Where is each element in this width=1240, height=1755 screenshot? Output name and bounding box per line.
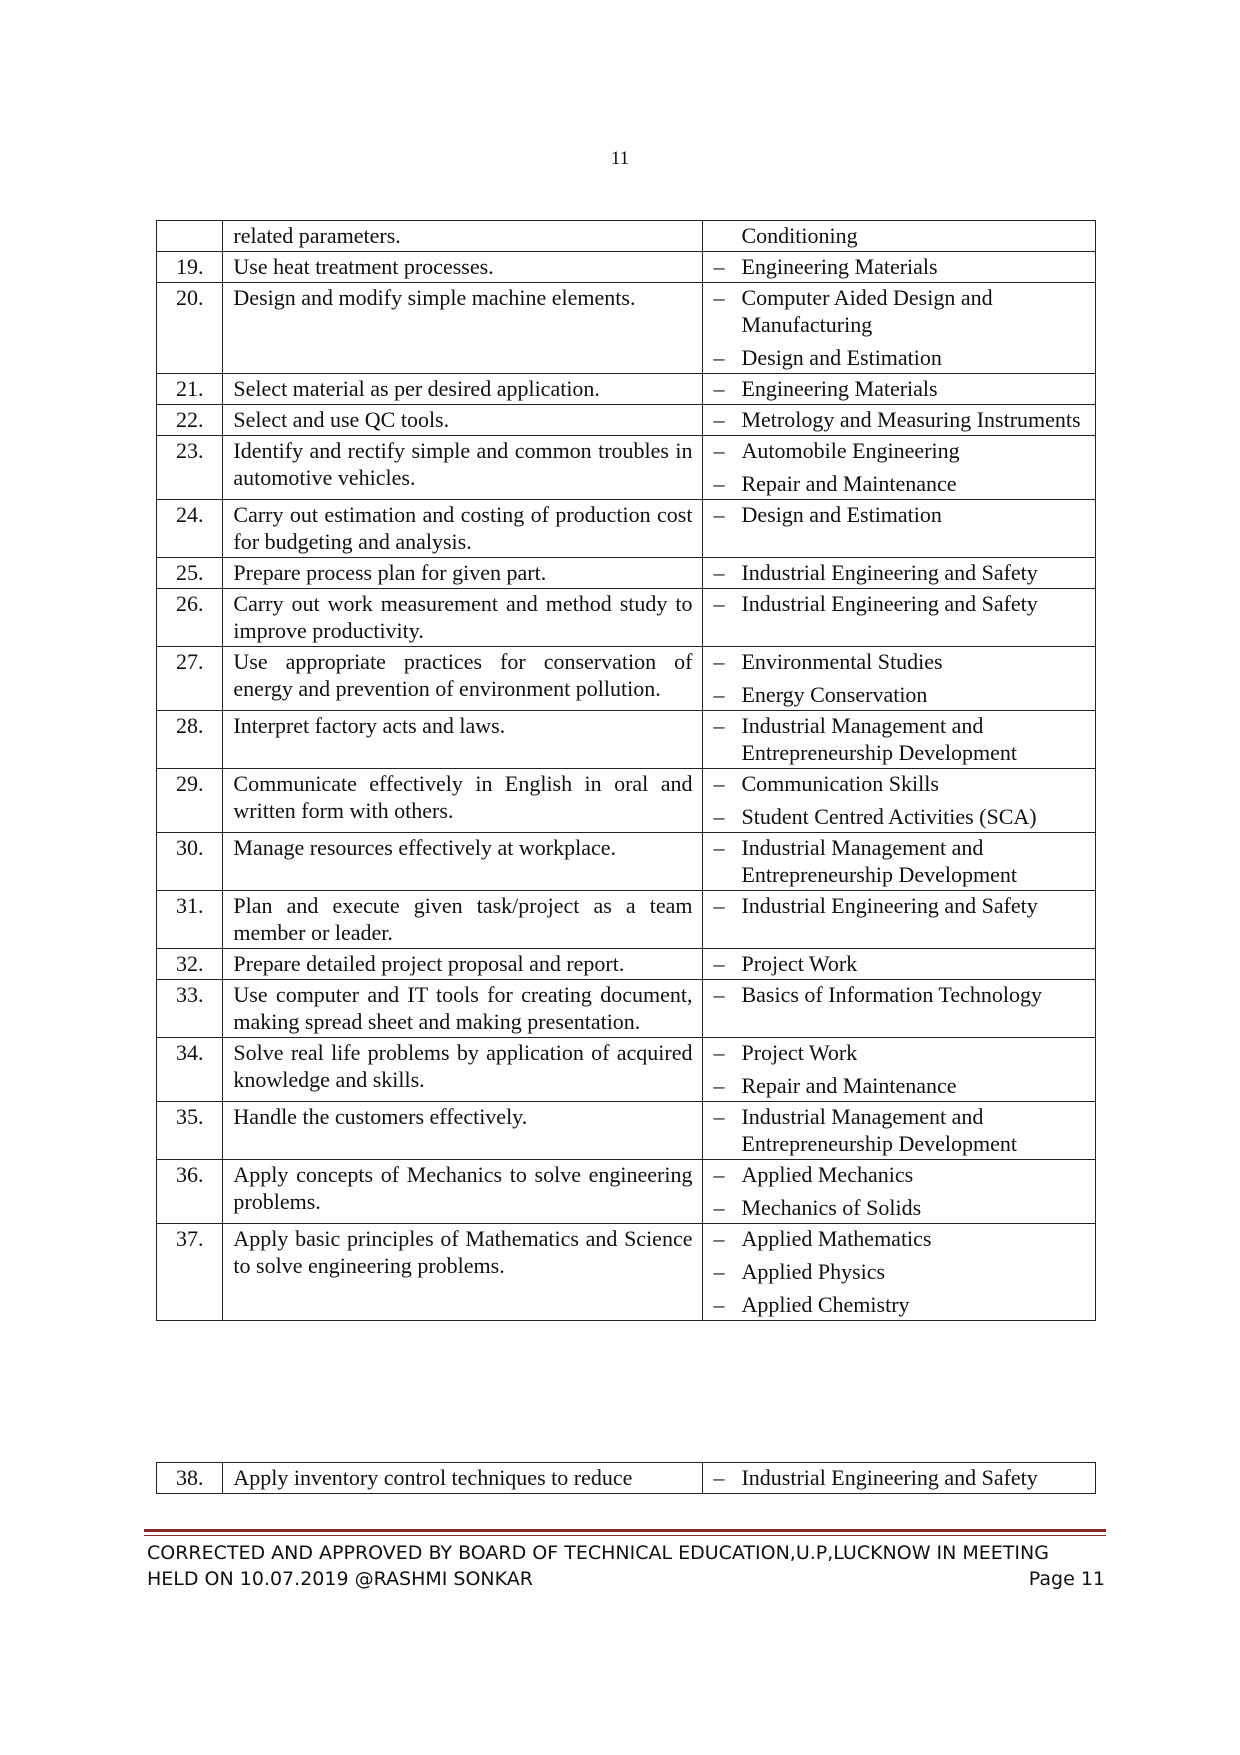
subject-item — [713, 712, 1085, 766]
row-number: 38. — [157, 1463, 223, 1494]
subject-item — [713, 892, 1085, 919]
table-row — [157, 891, 1096, 949]
subject-item — [713, 1464, 1085, 1491]
table-row — [157, 1102, 1096, 1160]
dash-marker: – — [713, 713, 725, 738]
subject-name: Project Work — [741, 951, 858, 976]
subject-name: Engineering Materials — [741, 254, 938, 279]
dash-marker: – — [713, 438, 725, 463]
subject-item — [713, 470, 1085, 497]
subject-name: Basics of Information Technology — [741, 982, 1042, 1007]
table-row — [157, 500, 1096, 558]
row-number: 25. — [157, 558, 223, 589]
subject-item — [713, 1291, 1085, 1318]
subjects-cell — [703, 891, 1096, 949]
subject-item — [713, 406, 1085, 433]
subject-name: Automobile Engineering — [741, 438, 960, 463]
dash-marker: – — [713, 376, 725, 401]
outcome-text: Handle the customers effectively. — [223, 1102, 703, 1160]
row-number: 28. — [157, 711, 223, 769]
dash-marker: – — [713, 1465, 725, 1490]
subjects-cell — [703, 1160, 1096, 1224]
table-row — [157, 558, 1096, 589]
subjects-cell — [703, 405, 1096, 436]
subject-name: Industrial Management and Entrepreneurship Development — [741, 713, 1017, 765]
subjects-cell — [703, 980, 1096, 1038]
dash-marker: – — [713, 560, 725, 585]
row-number: 33. — [157, 980, 223, 1038]
subject-item — [713, 1194, 1085, 1221]
outcome-text: Use heat treatment processes. — [223, 252, 703, 283]
subject-item — [713, 950, 1085, 977]
subjects-cell — [703, 711, 1096, 769]
footer-approval-line: CORRECTED AND APPROVED BY BOARD OF TECHNICAL EDUCATION,U.P,LUCKNOW IN MEETING — [147, 1542, 1049, 1564]
row-number: 20. — [157, 283, 223, 374]
subject-name: Industrial Management and Entrepreneurship Development — [741, 1104, 1017, 1156]
subjects-cell — [703, 647, 1096, 711]
table-row — [157, 1224, 1096, 1321]
subject-item — [713, 648, 1085, 675]
subject-item — [713, 1039, 1085, 1066]
outcome-text: Use appropriate practices for conservation of energy and prevention of environment pollution. — [223, 647, 703, 711]
table-row — [157, 1160, 1096, 1224]
table-row — [157, 221, 1096, 252]
subject-item — [713, 770, 1085, 797]
table-row — [157, 589, 1096, 647]
page-number: 11 — [610, 148, 630, 169]
subject-name: Environmental Studies — [741, 649, 943, 674]
outcome-text: Apply concepts of Mechanics to solve engineering problems. — [223, 1160, 703, 1224]
row-number: 21. — [157, 374, 223, 405]
outcome-text: Apply inventory control techniques to reduce — [223, 1463, 703, 1494]
subjects-cell — [703, 558, 1096, 589]
subject-name: Repair and Maintenance — [741, 1073, 957, 1098]
row-number: 30. — [157, 833, 223, 891]
subject-name: Applied Mathematics — [741, 1226, 932, 1251]
subject-name: Project Work — [741, 1040, 858, 1065]
row-number — [157, 221, 223, 252]
footer-rule-thin — [144, 1535, 1106, 1536]
outcome-text: Identify and rectify simple and common troubles in automotive vehicles. — [223, 436, 703, 500]
outcome-text: Solve real life problems by application of acquired knowledge and skills. — [223, 1038, 703, 1102]
subject-name: Repair and Maintenance — [741, 471, 957, 496]
subject-item — [713, 1258, 1085, 1285]
dash-marker: – — [713, 771, 725, 796]
subjects-cell — [703, 589, 1096, 647]
outcome-text: Carry out work measurement and method study to improve productivity. — [223, 589, 703, 647]
outcome-text: Apply basic principles of Mathematics and Science to solve engineering problems. — [223, 1224, 703, 1321]
dash-marker: – — [713, 1226, 725, 1251]
subject-item — [713, 559, 1085, 586]
subject-name: Applied Chemistry — [741, 1292, 910, 1317]
subject-item — [713, 1225, 1085, 1252]
subject-item — [713, 1161, 1085, 1188]
table-row — [157, 949, 1096, 980]
footer-page-label: Page 11 — [1028, 1568, 1105, 1590]
subject-name: Mechanics of Solids — [741, 1195, 922, 1220]
dash-marker: – — [713, 502, 725, 527]
footer-meeting-line: HELD ON 10.07.2019 @RASHMI SONKAR — [147, 1568, 533, 1590]
table-row — [157, 283, 1096, 374]
table-row — [157, 1038, 1096, 1102]
table-row — [157, 647, 1096, 711]
row-number: 35. — [157, 1102, 223, 1160]
outcome-text: related parameters. — [223, 221, 703, 252]
dash-marker: – — [713, 804, 725, 829]
table-row — [157, 980, 1096, 1038]
subject-item — [713, 437, 1085, 464]
outcome-text: Interpret factory acts and laws. — [223, 711, 703, 769]
outcome-text: Select material as per desired application. — [223, 374, 703, 405]
subject-item — [713, 590, 1085, 617]
subjects-cell — [703, 1038, 1096, 1102]
subject-item — [713, 981, 1085, 1008]
row-number: 34. — [157, 1038, 223, 1102]
dash-marker: – — [713, 649, 725, 674]
dash-marker: – — [713, 835, 725, 860]
dash-marker: – — [713, 345, 725, 370]
table-row — [157, 769, 1096, 833]
subject-name: Industrial Engineering and Safety — [741, 591, 1038, 616]
dash-marker: – — [713, 982, 725, 1007]
dash-marker: – — [713, 1104, 725, 1129]
row-number: 37. — [157, 1224, 223, 1321]
dash-marker: – — [713, 591, 725, 616]
subjects-cell — [703, 949, 1096, 980]
dash-marker: – — [713, 1162, 725, 1187]
subject-item — [713, 222, 1085, 249]
row-number: 36. — [157, 1160, 223, 1224]
outcome-text: Use computer and IT tools for creating document, making spread sheet and making presentation. — [223, 980, 703, 1038]
subject-name: Conditioning — [741, 223, 858, 248]
table-row — [157, 405, 1096, 436]
subjects-cell — [703, 833, 1096, 891]
table-row — [157, 711, 1096, 769]
row-number: 23. — [157, 436, 223, 500]
dash-marker: – — [713, 407, 725, 432]
table-row — [157, 252, 1096, 283]
subjects-cell — [703, 252, 1096, 283]
outcome-text: Manage resources effectively at workplace. — [223, 833, 703, 891]
subject-item — [713, 344, 1085, 371]
dash-marker: – — [713, 471, 725, 496]
dash-marker: – — [713, 1259, 725, 1284]
outcomes-table — [156, 220, 1096, 1321]
subject-item — [713, 1072, 1085, 1099]
row-number: 19. — [157, 252, 223, 283]
subjects-cell — [703, 436, 1096, 500]
subjects-cell — [703, 374, 1096, 405]
subjects-cell — [703, 500, 1096, 558]
footer — [147, 1540, 1105, 1592]
outcome-text: Communicate effectively in English in oral and written form with others. — [223, 769, 703, 833]
subjects-cell — [703, 1463, 1096, 1494]
row-number: 27. — [157, 647, 223, 711]
subject-item — [713, 501, 1085, 528]
outcome-text: Carry out estimation and costing of production cost for budgeting and analysis. — [223, 500, 703, 558]
table-row — [157, 1463, 1096, 1494]
subject-item — [713, 681, 1085, 708]
dash-marker: – — [713, 285, 725, 310]
dash-marker: – — [713, 951, 725, 976]
outcome-text: Prepare process plan for given part. — [223, 558, 703, 589]
subject-name: Industrial Engineering and Safety — [741, 893, 1038, 918]
subject-name: Metrology and Measuring Instruments — [741, 407, 1081, 432]
dash-marker: – — [713, 1073, 725, 1098]
outcome-text: Design and modify simple machine elements. — [223, 283, 703, 374]
subject-name: Design and Estimation — [741, 345, 942, 370]
subject-name: Industrial Engineering and Safety — [741, 560, 1038, 585]
row-number: 32. — [157, 949, 223, 980]
subject-name: Industrial Engineering and Safety — [741, 1465, 1038, 1490]
subject-name: Applied Physics — [741, 1259, 886, 1284]
outcome-text: Select and use QC tools. — [223, 405, 703, 436]
table-row — [157, 374, 1096, 405]
subject-item — [713, 1103, 1085, 1157]
row-number: 22. — [157, 405, 223, 436]
subject-name: Industrial Management and Entrepreneurship Development — [741, 835, 1017, 887]
dash-marker: – — [713, 682, 725, 707]
subjects-cell — [703, 221, 1096, 252]
subjects-cell — [703, 1224, 1096, 1321]
subject-name: Communication Skills — [741, 771, 939, 796]
footer-rule — [144, 1529, 1106, 1532]
row-number: 24. — [157, 500, 223, 558]
subject-item — [713, 803, 1085, 830]
table-row — [157, 436, 1096, 500]
row-number: 29. — [157, 769, 223, 833]
subject-name: Engineering Materials — [741, 376, 938, 401]
outcome-text: Plan and execute given task/project as a team member or leader. — [223, 891, 703, 949]
table-row — [157, 833, 1096, 891]
dash-marker: – — [713, 1195, 725, 1220]
subject-name: Design and Estimation — [741, 502, 942, 527]
dash-marker: – — [713, 254, 725, 279]
subject-item — [713, 834, 1085, 888]
subjects-cell — [703, 1102, 1096, 1160]
subject-item — [713, 253, 1085, 280]
subjects-cell — [703, 283, 1096, 374]
subject-name: Applied Mechanics — [741, 1162, 914, 1187]
outcomes-table-continued — [156, 1462, 1096, 1494]
outcome-text: Prepare detailed project proposal and report. — [223, 949, 703, 980]
subject-item — [713, 284, 1085, 338]
dash-marker: – — [713, 893, 725, 918]
subject-name: Energy Conservation — [741, 682, 928, 707]
subject-name: Student Centred Activities (SCA) — [741, 804, 1037, 829]
row-number: 26. — [157, 589, 223, 647]
subjects-cell — [703, 769, 1096, 833]
subject-name: Computer Aided Design and Manufacturing — [741, 285, 993, 337]
subject-item — [713, 375, 1085, 402]
dash-marker: – — [713, 1040, 725, 1065]
dash-marker: – — [713, 1292, 725, 1317]
row-number: 31. — [157, 891, 223, 949]
